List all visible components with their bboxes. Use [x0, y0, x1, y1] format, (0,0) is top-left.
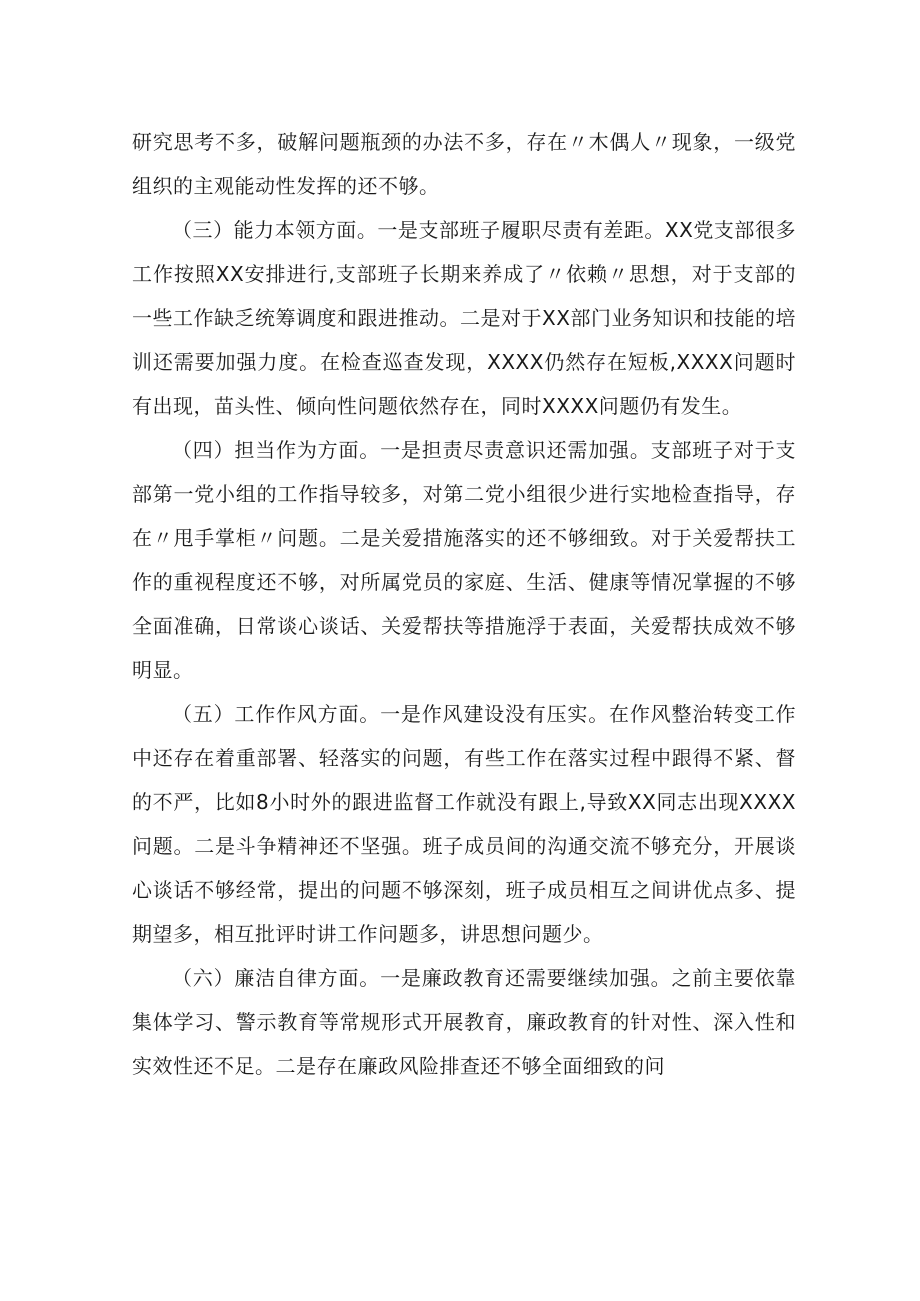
paragraph-section-4: （四）担当作为方面。一是担责尽责意识还需加强。支部班子对于支部第一党小组的工作指导较多，对第二党小组很少进行实地检查指导，存在〃甩手掌柜〃问题。二是关爱措施落实的还不够细致。对于关爱帮扶工作的重视程度还不够，对所属党员的家庭、生活、健康等情况掌握的不够全面准确，日常谈心谈话、关爱帮扶等措施浮于表面，关爱帮扶成效不够明显。: [132, 438, 796, 682]
document-body: [132, 120, 796, 1088]
paragraph-section-6: （六）廉洁自律方面。一是廉政教育还需要继续加强。之前主要依靠集体学习、警示教育等常规形式开展教育，廉政教育的针对性、深入性和实效性还不足。二是存在廉政风险排查还不够全面细致的问: [132, 966, 796, 1078]
paragraph-continuation: 研究思考不多，破解问题瓶颈的办法不多，存在〃木偶人〃现象，一级党组织的主观能动性发挥的还不够。: [132, 130, 796, 198]
paragraph-section-5: （五）工作作风方面。一是作风建设没有压实。在作风整治转变工作中还存在着重部署、轻落实的问题，有些工作在落实过程中跟得不紧、督的不严，比如8小时外的跟进监督工作就没有跟上,导致XX同志出现XXXX问题。二是斗争精神还不坚强。班子成员间的沟通交流不够充分，开展谈心谈话不够经常，提出的问题不够深刻，班子成员相互之间讲优点多、提期望多，相互批评时讲工作问题多，讲思想问题少。: [132, 702, 796, 946]
paragraph-section-3: （三）能力本领方面。一是支部班子履职尽责有差距。XX党支部很多工作按照XX安排进行,支部班子长期来养成了〃依赖〃思想，对于支部的一些工作缺乏统筹调度和跟进推动。二是对于XX部门业务知识和技能的培训还需要加强力度。在检查巡查发现，XXXX仍然存在短板,XXXX问题时有出现，苗头性、倾向性问题依然存在，同时XXXX问题仍有发生。: [132, 218, 796, 418]
